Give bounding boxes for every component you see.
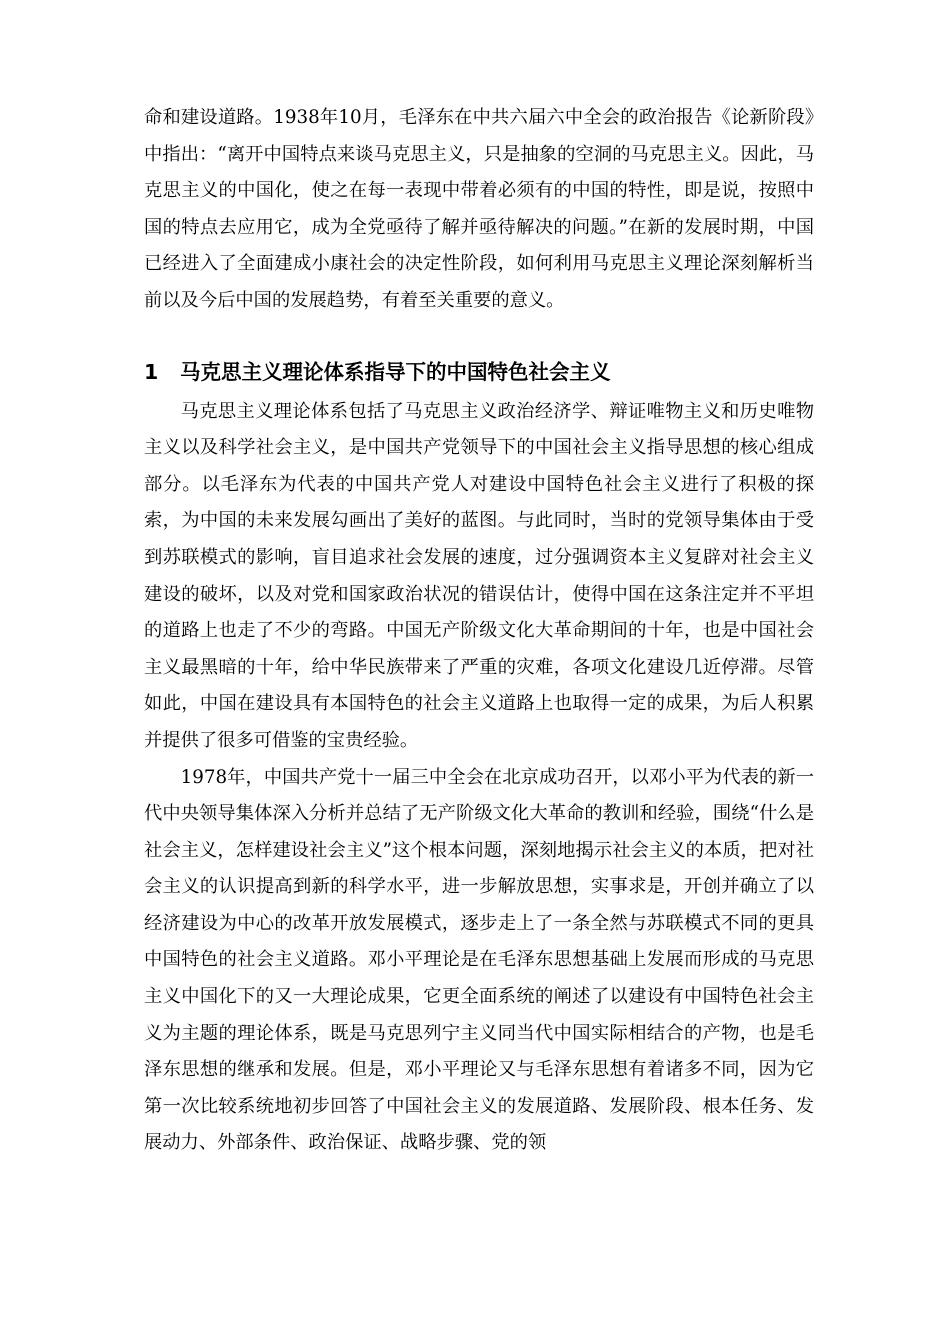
body-paragraph: 1978年，中国共产党十一届三中全会在北京成功召开，以邓小平为代表的新一代中央领导集体深入分析并总结了无产阶级文化大革命的教训和经验，围绕“什么是社会主义，怎样建设社会主义”这个根本问题，深刻地揭示社会主义的本质，把对社会主义的认识提高到新的科学水平，进一步解放思想，实事求是，开创并确立了以经济建设为中心的改革开放发展模式，逐步走上了一条全然与苏联模式不同的更具中国特色的社会主义道路。邓小平理论是在毛泽东思想基础上发展而形成的马克思主义中国化下的又一大理论成果，它更全面系统的阐述了以建设有中国特色社会主义为主题的理论体系，既是马克思列宁主义同当代中国实际相结合的产物，也是毛泽东思想的继承和发展。但是，邓小平理论又与毛泽东思想有着诸多不同，因为它第一次比较系统地初步回答了中国社会主义的发展道路、发展阶段、根本任务、发展动力、外部条件、政治保证、战略步骤、党的领 bbox=[144, 766, 814, 1154]
section-number: 1 bbox=[144, 359, 159, 384]
section-heading bbox=[144, 352, 814, 392]
body-paragraph: 命和建设道路。1938年10月，毛泽东在中共六届六中全会的政治报告《论新阶段》中指出：“离开中国特点来谈马克思主义，只是抽象的空洞的马克思主义。因此，马克思主义的中国化，使之在每一表现中带着必须有的中国的特性，即是说，按照中国的特点去应用它，成为全党亟待了解并亟待解决的问题。”在新的发展时期，中国已经进入了全面建成小康社会的决定性阶段，如何利用马克思主义理论深刻解析当前以及今后中国的发展趋势，有着至关重要的意义。 bbox=[144, 107, 814, 311]
document-page bbox=[144, 100, 814, 1162]
body-paragraph: 马克思主义理论体系包括了马克思主义政治经济学、辩证唯物主义和历史唯物主义以及科学社会主义，是中国共产党领导下的中国社会主义指导思想的核心组成部分。以毛泽东为代表的中国共产党人对建设中国特色社会主义进行了积极的探索，为中国的未来发展勾画出了美好的蓝图。与此同时，当时的党领导集体由于受到苏联模式的影响，盲目追求社会发展的速度，过分强调资本主义复辟对社会主义建设的破坏，以及对党和国家政治状况的错误估计，使得中国在这条注定并不平坦的道路上也走了不少的弯路。中国无产阶级文化大革命期间的十年，也是中国社会主义最黑暗的十年，给中华民族带来了严重的灾难，各项文化建设几近停滞。尽管如此，中国在建设具有本国特色的社会主义道路上也取得一定的成果，为后人积累并提供了很多可借鉴的宝贵经验。 bbox=[144, 400, 814, 751]
section-title: 马克思主义理论体系指导下的中国特色社会主义 bbox=[180, 359, 611, 384]
